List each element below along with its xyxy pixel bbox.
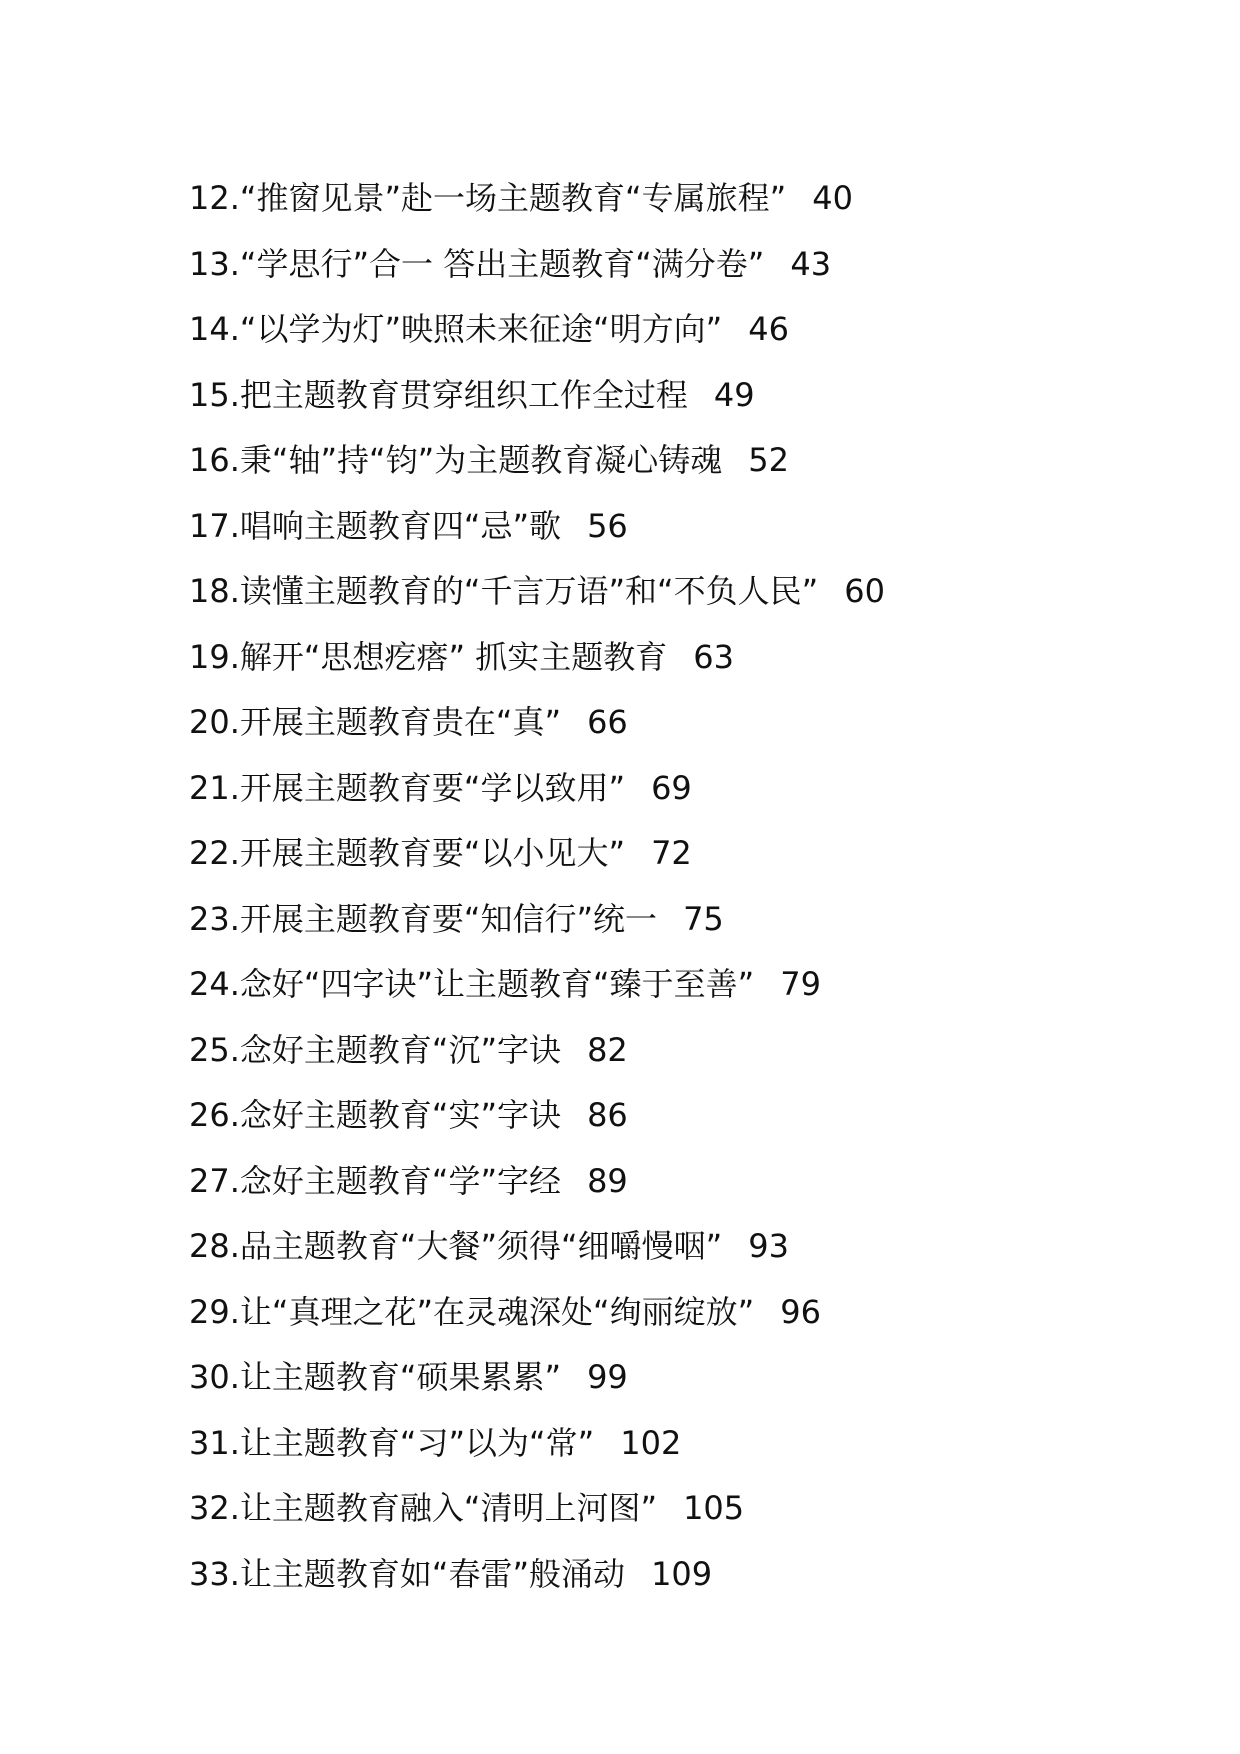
toc-entry-page: 109 [651, 1554, 713, 1593]
toc-entry-title: 23.开展主题教育要“知信行”统一 [189, 899, 658, 938]
toc-entry[interactable] [189, 1149, 1189, 1215]
table-of-contents [189, 166, 1189, 1607]
toc-entry-title: 25.念好主题教育“沉”字诀 [189, 1030, 562, 1069]
toc-entry-title: 14.“以学为灯”映照未来征途“明方向” [189, 310, 723, 348]
toc-entry-title: 19.解开“思想疙瘩” 抓实主题教育 [189, 637, 668, 676]
toc-entry-title: 15.把主题教育贯穿组织工作全过程 [189, 375, 688, 414]
toc-entry-page: 52 [748, 441, 789, 479]
toc-entry[interactable] [189, 821, 1189, 887]
toc-entry-title: 12.“推窗见景”赴一场主题教育“专属旅程” [189, 179, 787, 217]
toc-entry-title: 32.让主题教育融入“清明上河图” [189, 1489, 658, 1527]
toc-entry-page: 79 [780, 965, 821, 1003]
toc-entry[interactable] [189, 428, 1189, 494]
toc-entry-title: 28.品主题教育“大餐”须得“细嚼慢咽” [189, 1227, 723, 1265]
toc-entry-title: 13.“学思行”合一 答出主题教育“满分卷” [189, 244, 765, 283]
toc-entry-page: 60 [844, 572, 885, 610]
toc-entry-page: 75 [683, 899, 724, 938]
toc-entry-page: 40 [812, 179, 853, 217]
toc-entry-page: 89 [587, 1161, 628, 1200]
toc-entry[interactable] [189, 166, 1189, 232]
toc-entry-page: 93 [748, 1227, 789, 1265]
toc-entry-title: 20.开展主题教育贵在“真” [189, 703, 562, 741]
toc-entry[interactable] [189, 1018, 1189, 1084]
toc-entry-page: 102 [620, 1423, 682, 1462]
toc-entry-title: 22.开展主题教育要“以小见大” [189, 834, 626, 872]
toc-entry-page: 99 [587, 1358, 628, 1396]
toc-entry[interactable] [189, 1083, 1189, 1149]
toc-entry-title: 24.念好“四字诀”让主题教育“臻于至善” [189, 965, 755, 1003]
toc-entry-title: 18.读懂主题教育的“千言万语”和“不负人民” [189, 572, 819, 610]
toc-entry[interactable] [189, 1542, 1189, 1608]
toc-entry-page: 46 [748, 310, 789, 348]
toc-entry-title: 26.念好主题教育“实”字诀 [189, 1096, 562, 1134]
toc-entry-title: 29.让“真理之花”在灵魂深处“绚丽绽放” [189, 1292, 755, 1331]
toc-entry-page: 49 [713, 375, 755, 414]
toc-entry-page: 86 [587, 1096, 628, 1134]
toc-entry-title: 27.念好主题教育“学”字经 [189, 1161, 562, 1200]
toc-entry-page: 82 [587, 1030, 628, 1069]
toc-entry[interactable] [189, 1345, 1189, 1411]
toc-entry[interactable] [189, 232, 1189, 298]
toc-entry[interactable] [189, 363, 1189, 429]
toc-entry[interactable] [189, 1280, 1189, 1346]
toc-entry-title: 31.让主题教育“习”以为“常” [189, 1423, 595, 1462]
toc-entry-title: 17.唱响主题教育四“忌”歌 [189, 506, 562, 545]
toc-entry-page: 66 [587, 703, 628, 741]
toc-entry[interactable] [189, 1476, 1189, 1542]
toc-entry[interactable] [189, 887, 1189, 953]
toc-entry-title: 33.让主题教育如“春雷”般涌动 [189, 1554, 626, 1593]
toc-entry-page: 69 [651, 768, 692, 807]
toc-entry-page: 63 [693, 637, 734, 676]
toc-entry[interactable] [189, 1411, 1189, 1477]
toc-entry[interactable] [189, 690, 1189, 756]
toc-entry[interactable] [189, 297, 1189, 363]
toc-entry-title: 16.秉“轴”持“钧”为主题教育凝心铸魂 [189, 441, 723, 479]
toc-entry-page: 56 [587, 506, 628, 545]
toc-entry[interactable] [189, 756, 1189, 822]
toc-entry[interactable] [189, 559, 1189, 625]
toc-entry[interactable] [189, 494, 1189, 560]
toc-entry[interactable] [189, 952, 1189, 1018]
toc-entry-page: 72 [651, 834, 692, 872]
toc-entry-page: 43 [790, 244, 832, 283]
toc-entry[interactable] [189, 625, 1189, 691]
toc-entry-page: 105 [683, 1489, 745, 1527]
toc-entry[interactable] [189, 1214, 1189, 1280]
toc-entry-title: 21.开展主题教育要“学以致用” [189, 768, 626, 807]
toc-entry-title: 30.让主题教育“硕果累累” [189, 1358, 562, 1396]
toc-entry-page: 96 [780, 1292, 821, 1331]
